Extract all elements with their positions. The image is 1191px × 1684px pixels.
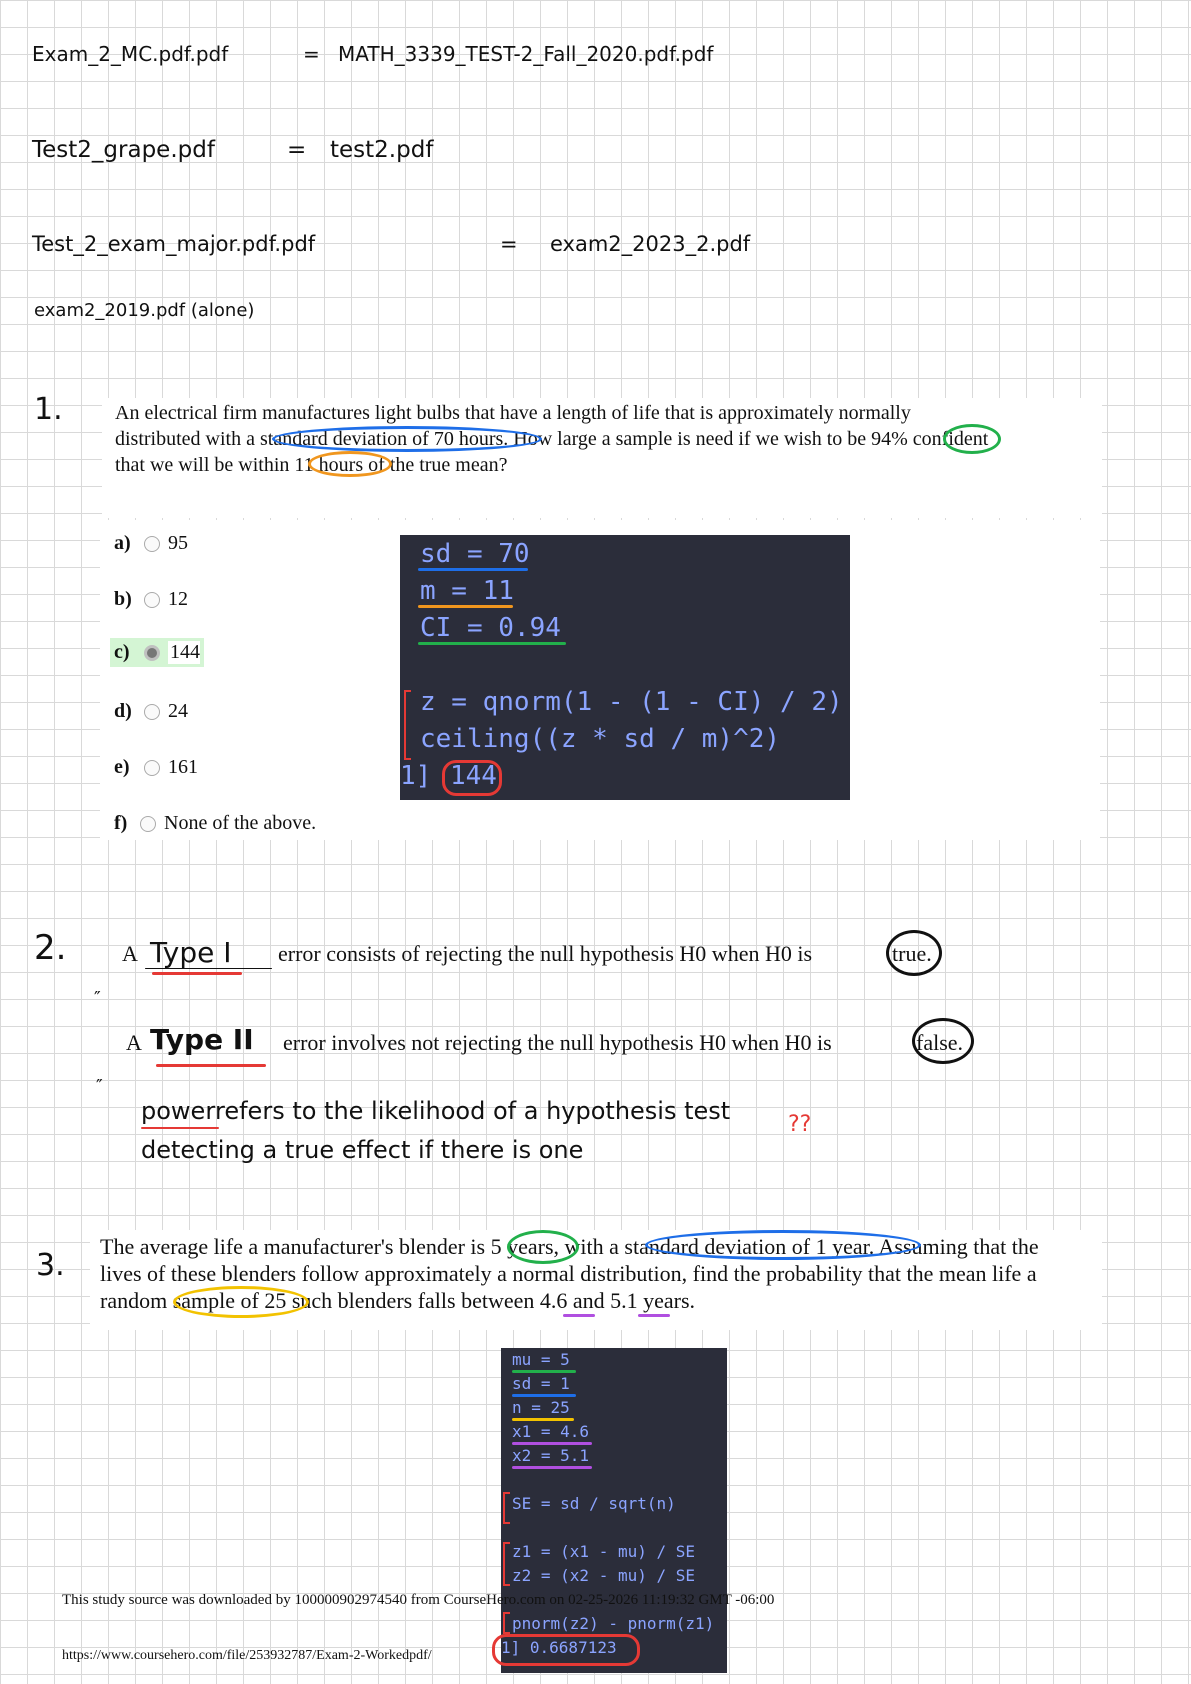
code3-line-sd: sd = 1: [512, 1374, 570, 1393]
q2-line1-fill-underline: [152, 972, 242, 975]
option-a-label: a): [114, 532, 131, 554]
code3-line-x1: x1 = 4.6: [512, 1422, 590, 1441]
false-circle: [912, 1018, 974, 1064]
option-c[interactable]: [110, 638, 204, 667]
q2-line2-article: A: [126, 1030, 142, 1055]
option-e-radio[interactable]: [144, 760, 160, 776]
underline-x1: [563, 1314, 595, 1317]
note-line3-right: exam2_2023_2.pdf: [550, 232, 751, 256]
option-c-value: 144: [170, 641, 200, 663]
question-mark-note: ??: [788, 1112, 812, 1137]
code-line-m: m = 11: [420, 576, 514, 606]
code-line-ci: CI = 0.94: [420, 613, 561, 643]
note-line2-left: Test2_grape.pdf: [32, 137, 215, 163]
std-dev-highlight-q3: [645, 1230, 921, 1260]
underline-x2-code: [512, 1466, 592, 1469]
q2-line1-blank: [145, 968, 272, 969]
power-line2: detecting a true effect if there is one: [141, 1136, 584, 1164]
bracket-pnorm: [503, 1612, 510, 1634]
q2-line2-fill: Type II: [150, 1023, 254, 1056]
code-output-value: 144: [450, 761, 497, 791]
margin-highlight: [308, 451, 392, 477]
power-underline: [141, 1127, 219, 1129]
option-b-label: b): [114, 588, 132, 610]
q2-line2-fill-underline: [156, 1064, 266, 1067]
code3-line-se: SE = sd / sqrt(n): [512, 1494, 676, 1513]
bracket-q1: [404, 690, 411, 760]
underline-m: [418, 605, 513, 608]
option-f-radio[interactable]: [140, 816, 156, 832]
option-c-label: c): [114, 641, 130, 663]
underline-n: [512, 1418, 574, 1421]
q2-ditto-1: ″: [94, 988, 101, 1009]
power-line1: refers to the likelihood of a hypothesis test: [215, 1097, 731, 1125]
bracket-z: [503, 1542, 510, 1586]
option-e-label: e): [114, 756, 130, 778]
option-f-label: f): [114, 812, 128, 834]
question-3-text-line3: random sample of 25 such blenders falls between 4.6 and 5.1 years.: [100, 1288, 696, 1313]
sample-highlight: [173, 1286, 309, 1318]
option-d-radio[interactable]: [144, 704, 160, 720]
answer-highlight-q3: [492, 1634, 640, 1666]
option-b-value: 12: [168, 588, 188, 610]
option-a-value: 95: [168, 532, 188, 554]
bracket-se: [503, 1492, 510, 1524]
question-1-text-line3: that we will be within 11 hours of the true mean?: [115, 454, 508, 476]
option-b-radio[interactable]: [144, 592, 160, 608]
q2-line1-text: error consists of rejecting the null hypothesis H0 when H0 is: [278, 941, 813, 966]
note-line4: exam2_2019.pdf (alone): [34, 300, 255, 321]
option-a-radio[interactable]: [144, 536, 160, 552]
underline-sd: [418, 568, 528, 571]
note-line1-left: Exam_2_MC.pdf.pdf: [32, 42, 229, 66]
option-a[interactable]: [114, 532, 188, 555]
code-line-ceiling: ceiling((z * sd / m)^2): [420, 724, 781, 754]
code3-output: 1] 0.6687123: [501, 1638, 617, 1657]
source-url[interactable]: https://www.coursehero.com/file/253932787/Exam-2-Workedpdf/: [62, 1648, 432, 1663]
option-e[interactable]: [114, 756, 198, 779]
code3-line-z1: z1 = (x1 - mu) / SE: [512, 1542, 696, 1561]
confidence-highlight: [943, 424, 1001, 454]
code3-line-x2: x2 = 5.1: [512, 1446, 590, 1465]
underline-mu: [512, 1370, 576, 1373]
option-f-value: None of the above.: [164, 812, 317, 834]
underline-ci: [418, 642, 566, 645]
code-line-sd: sd = 70: [420, 539, 530, 569]
option-d[interactable]: [114, 700, 188, 723]
q2-line1-fill: Type I: [150, 936, 232, 969]
note-line2-equals: =: [287, 137, 307, 163]
code3-line-n: n = 25: [512, 1398, 570, 1417]
underline-sd-q3: [512, 1394, 576, 1397]
note-line1-right: MATH_3339_TEST-2_Fall_2020.pdf.pdf: [338, 42, 714, 66]
question-1-text-line1: An electrical firm manufactures light bulbs that have a length of life that is approximately normally: [115, 402, 911, 424]
mean-highlight: [507, 1230, 579, 1264]
option-d-value: 24: [168, 700, 188, 722]
code-output-prefix: 1]: [400, 761, 432, 791]
question-2-number: 2.: [34, 928, 67, 968]
true-circle: [886, 930, 942, 976]
note-line3-left: Test_2_exam_major.pdf.pdf: [32, 232, 316, 256]
question-3-text-line1: The average life a manufacturer's blender is 5 years, with a standard deviation of 1 year. Assuming that the: [100, 1234, 1039, 1259]
answer-highlight: [442, 760, 502, 796]
option-f[interactable]: [114, 812, 316, 835]
option-e-value: 161: [168, 756, 198, 778]
option-d-label: d): [114, 700, 132, 722]
note-line3-equals: =: [500, 232, 518, 256]
q2-line2-text: error involves not rejecting the null hypothesis H0 when H0 is: [283, 1030, 832, 1055]
code3-line-mu: mu = 5: [512, 1350, 570, 1369]
question-1-number: 1.: [34, 392, 63, 427]
note-line1-equals: =: [303, 42, 320, 66]
q2-ditto-2: ″: [96, 1076, 103, 1097]
power-word: power: [141, 1097, 216, 1125]
code-line-z: z = qnorm(1 - (1 - CI) / 2): [420, 687, 843, 717]
note-line2-right: test2.pdf: [330, 137, 434, 163]
download-source-notice: This study source was downloaded by 100000902974540 from CourseHero.com on 02-25-2026 11:19:32 GMT -06:00: [62, 1592, 775, 1608]
q2-line1-article: A: [122, 941, 138, 966]
std-dev-highlight: [272, 426, 542, 452]
q2-line2-end: false.: [916, 1030, 964, 1055]
code3-line-z2: z2 = (x2 - mu) / SE: [512, 1566, 696, 1585]
option-c-radio[interactable]: [144, 645, 160, 661]
question-1-text-line2: distributed with a standard deviation of 70 hours. How large a sample is need if we wish to be 94% confident: [115, 428, 989, 450]
question-3-number: 3.: [36, 1248, 65, 1283]
question-3-text-line2: lives of these blenders follow approximately a normal distribution, find the probability that the mean life a: [100, 1261, 1037, 1286]
underline-x1-code: [512, 1442, 592, 1445]
q2-line1-end: true.: [892, 941, 932, 966]
underline-x2: [638, 1314, 670, 1317]
code3-line-pnorm: pnorm(z2) - pnorm(z1): [512, 1614, 715, 1633]
option-b[interactable]: [114, 588, 188, 611]
